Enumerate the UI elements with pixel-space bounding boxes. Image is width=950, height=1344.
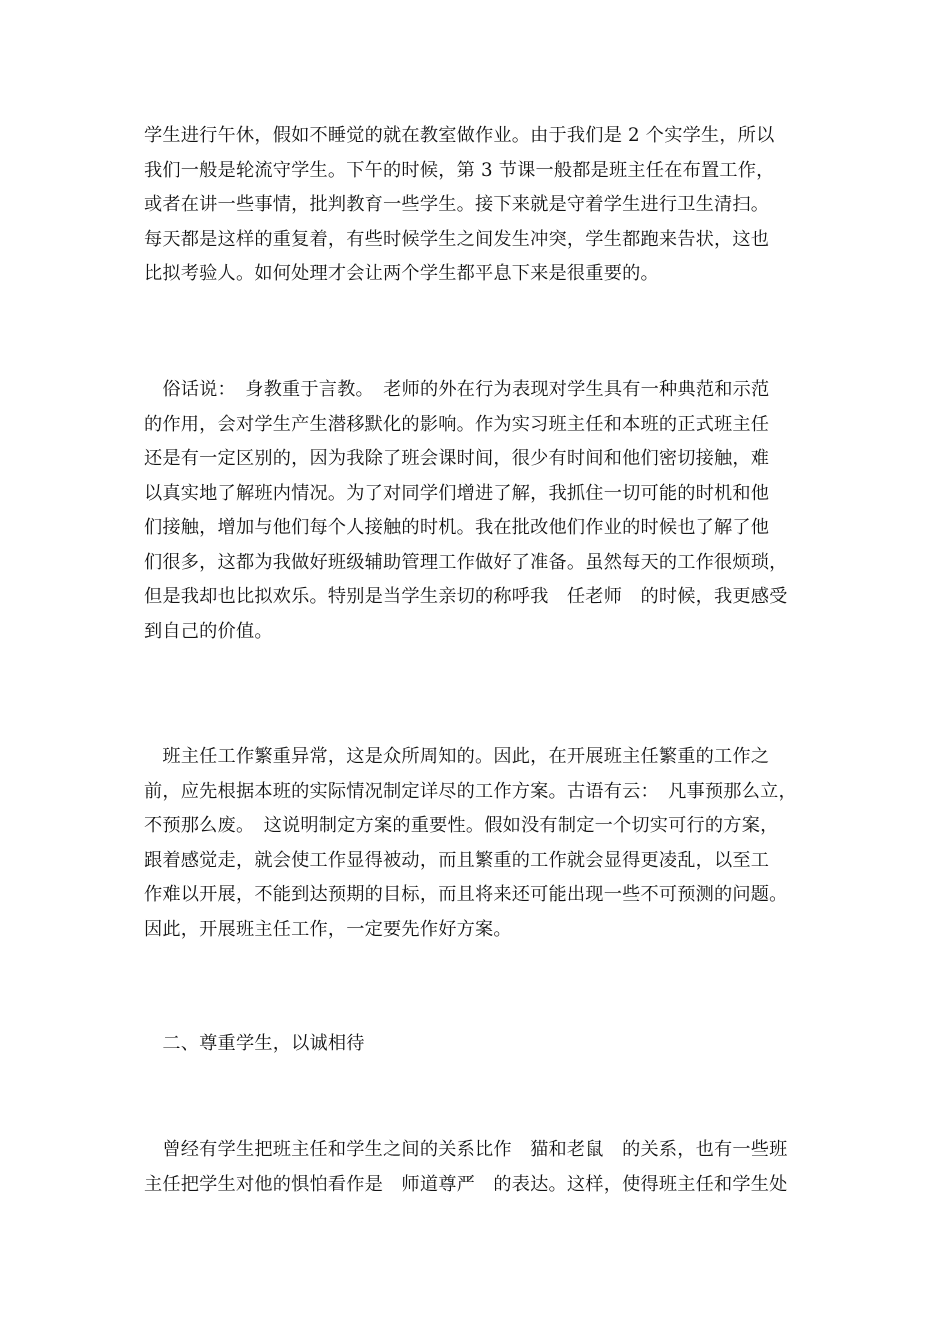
text-line: 曾经有学生把班主任和学生之间的关系比作 猫和老鼠 的关系，也有一些班: [144, 1139, 788, 1160]
text-line: 学生进行午休，假如不睡觉的就在教室做作业。由于我们是 2 个实学生，所以: [144, 125, 775, 146]
text-line: 到自己的价值。: [144, 620, 273, 642]
paragraph-lead-by-example: [144, 373, 816, 649]
text-line: 不预那么废。 这说明制定方案的重要性。假如没有制定一个切实可行的方案，: [144, 815, 779, 836]
text-line: 比拟考验人。如何处理才会让两个学生都平息下来是很重要的。: [144, 263, 659, 284]
section-heading: [144, 1027, 816, 1062]
paragraph-respect-students: [144, 1133, 816, 1202]
text-line: 每天都是这样的重复着，有些时候学生之间发生冲突，学生都跑来告状，这也: [144, 228, 770, 250]
text-line: 还是有一定区别的，因为我除了班会课时间，很少有时间和他们密切接触，难: [144, 448, 770, 469]
text-line: 作难以开展，不能到达预期的目标，而且将来还可能出现一些不可预测的问题。: [144, 884, 788, 905]
text-line: 前，应先根据本班的实际情况制定详尽的工作方案。古语有云： 凡事预那么立，: [144, 780, 797, 802]
text-line: 们很多，这都为我做好班级辅助管理工作做好了准备。虽然每天的工作很烦琐，: [144, 551, 788, 573]
text-line: 我们一般是轮流守学生。下午的时候，第 3 节课一般都是班主任在布置工作，: [144, 159, 775, 181]
text-line: 俗话说： 身教重于言教。 老师的外在行为表现对学生具有一种典范和示范: [144, 379, 770, 400]
text-line: 主任把学生对他的惧怕看作是 师道尊严 的表达。这样，使得班主任和学生处: [144, 1173, 788, 1195]
text-line: 或者在讲一些事情，批判教育一些学生。接下来就是守着学生进行卫生清扫。: [144, 194, 770, 215]
paragraph-afternoon-routine: [144, 119, 816, 292]
heading-line: 二、尊重学生，以诚相待: [144, 1033, 365, 1054]
text-line: 以真实地了解班内情况。为了对同学们增进了解，我抓住一切可能的时机和他: [144, 482, 770, 504]
text-line: 的作用，会对学生产生潜移默化的影响。作为实习班主任和本班的正式班主任: [144, 413, 770, 435]
text-line: 跟着感觉走，就会使工作显得被动，而且繁重的工作就会显得更凌乱，以至工: [144, 849, 770, 871]
text-line: 们接触，增加与他们每个人接触的时机。我在批改他们作业的时候也了解了他: [144, 517, 770, 538]
paragraph-work-plan: [144, 740, 816, 947]
text-line: 因此，开展班主任工作，一定要先作好方案。: [144, 918, 512, 940]
text-line: 但是我却也比拟欢乐。特别是当学生亲切的称呼我 任老师 的时候，我更感受: [144, 586, 788, 607]
text-line: 班主任工作繁重异常，这是众所周知的。因此，在开展班主任繁重的工作之: [144, 746, 770, 767]
